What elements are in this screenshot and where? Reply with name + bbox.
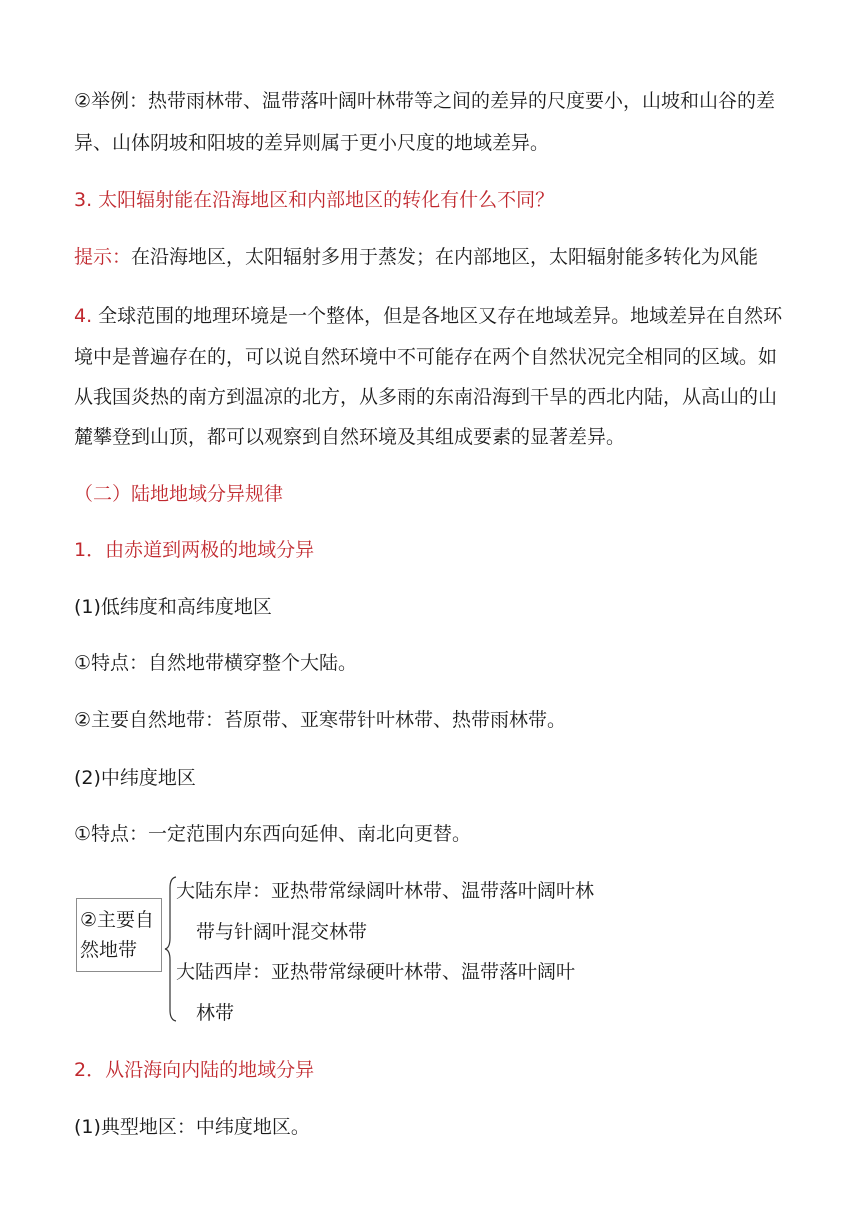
question-4-text-1: 全球范围的地理环境是一个整体，但是各地区又存在地域差异。地域差异在自然环 [98, 305, 783, 327]
question-4-line-2: 境中是普遍存在的，可以说自然环境中不可能存在两个自然状况完全相同的区域。如 [74, 346, 778, 368]
east-coast-line-2: 带与针阔叶混交林带 [196, 921, 368, 943]
question-4-line-3: 从我国炎热的南方到温凉的北方，从多雨的东南沿海到干旱的西北内陆，从高山的山 [74, 386, 778, 408]
hint-line [74, 243, 758, 271]
subheading-low-high-latitude: (1)低纬度和高纬度地区 [74, 596, 272, 618]
subheading-typical-region: (1)典型地区：中纬度地区。 [74, 1116, 310, 1138]
item-feature-1: ①特点：自然地带横穿整个大陆。 [74, 652, 358, 674]
section-heading-2: （二）陆地地域分异规律 [74, 483, 284, 505]
main-zones-box-line-1: ②主要自 [80, 909, 155, 931]
west-coast-line-1: 大陆西岸：亚热带常绿硬叶林带、温带落叶阔叶 [176, 961, 576, 983]
question-3: 3. 太阳辐射能在沿海地区和内部地区的转化有什么不同？ [74, 189, 555, 211]
heading-coast-inland: 2．从沿海向内陆的地域分异 [74, 1059, 315, 1081]
subheading-mid-latitude: (2)中纬度地区 [74, 767, 196, 789]
hint-text: 在沿海地区，太阳辐射多用于蒸发；在内部地区，太阳辐射能多转化为风能 [131, 246, 759, 268]
paragraph-example-line-1: ②举例：热带雨林带、温带落叶阔叶林带等之间的差异的尺度要小，山坡和山谷的差 [74, 90, 776, 112]
east-coast-line-1: 大陆东岸：亚热带常绿阔叶林带、温带落叶阔叶林 [176, 880, 595, 902]
west-coast-line-2: 林带 [196, 1002, 235, 1024]
main-zones-box-line-2: 然地带 [80, 939, 138, 961]
question-4-number: 4. [74, 305, 99, 327]
heading-equator-poles: 1．由赤道到两极的地域分异 [74, 539, 315, 561]
paragraph-example-line-2: 异、山体阴坡和阳坡的差异则属于更小尺度的地域差异。 [74, 132, 550, 154]
item-main-zones-1: ②主要自然地带：苔原带、亚寒带针叶林带、热带雨林带。 [74, 709, 567, 731]
question-4-line-1 [74, 302, 782, 330]
question-4-line-4: 麓攀登到山顶，都可以观察到自然环境及其组成要素的显著差异。 [74, 426, 626, 448]
item-feature-2: ①特点：一定范围内东西向延伸、南北向更替。 [74, 823, 472, 845]
hint-label: 提示： [74, 246, 132, 268]
main-zones-box [76, 898, 162, 972]
